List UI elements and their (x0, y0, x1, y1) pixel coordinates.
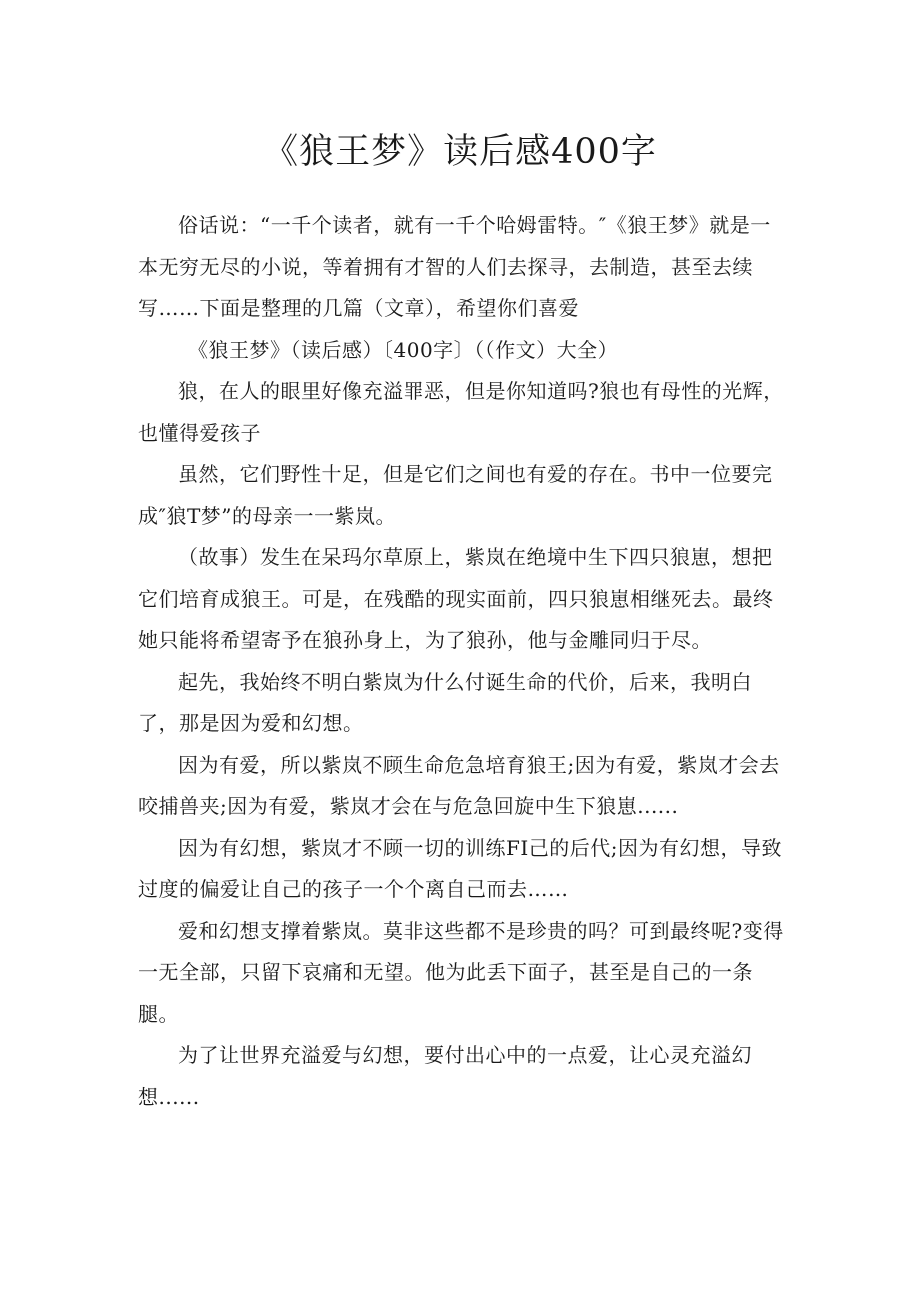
document-title: 《狼王梦》读后感400字 (263, 132, 657, 172)
paragraph: 虽然，它们野性十足，但是它们之间也有爱的存在。书中一位要完成″狼T梦”的母亲一一紫岚。 (138, 462, 773, 528)
paragraph: （故事）发生在呆玛尔草原上，紫岚在绝境中生下四只狼崽，想把它们培育成狼王。可是，在残酷的现实面前，四只狼崽相继死去。最终她只能将希望寄予在狼孙身上，为了狼孙，他与金雕同归于尽。 (138, 545, 774, 652)
paragraph: 因为有爱，所以紫岚不顾生命危急培育狼王;因为有爱，紫岚才会去咬捕兽夹;因为有爱，紫岚才会在与危急回旋中生下狼崽...... (138, 752, 780, 818)
paragraph: 为了让世界充溢爱与幻想，要付出心中的一点爱，让心灵充溢幻想...... (138, 1043, 752, 1109)
paragraph: 狼，在人的眼里好像充溢罪恶，但是你知道吗?狼也有母性的光辉，也懂得爱孩子 (138, 379, 784, 445)
paragraph: 因为有幻想，紫岚才不顾一切的训练FI己的后代;因为有幻想，导致过度的偏爱让自己的孩子一个个离自己而去…… (138, 835, 783, 901)
paragraph-subtitle: 《狼王梦》（读后感）〔400字〕（（作文）大全） (188, 337, 619, 362)
document-body (138, 205, 788, 1118)
paragraph-intro: 俗话说：“一千个读者，就有一千个哈姆雷特。″《狼王梦》就是一本无穷无尽的小说，等着拥有才智的人们去探寻，去制造，甚至去续写……下面是整理的几篇（文章），希望你们喜爱 (138, 213, 771, 320)
paragraph: 起先，我始终不明白紫岚为什么付诞生命的代价，后来，我明白了，那是因为爱和幻想。 (138, 669, 752, 735)
paragraph: 爱和幻想支撑着紫岚。莫非这些都不是珍贵的吗？可到最终呢?变得一无全部，只留下哀痛和无望。他为此丢下面子，甚至是自己的一条腿。 (138, 918, 784, 1026)
